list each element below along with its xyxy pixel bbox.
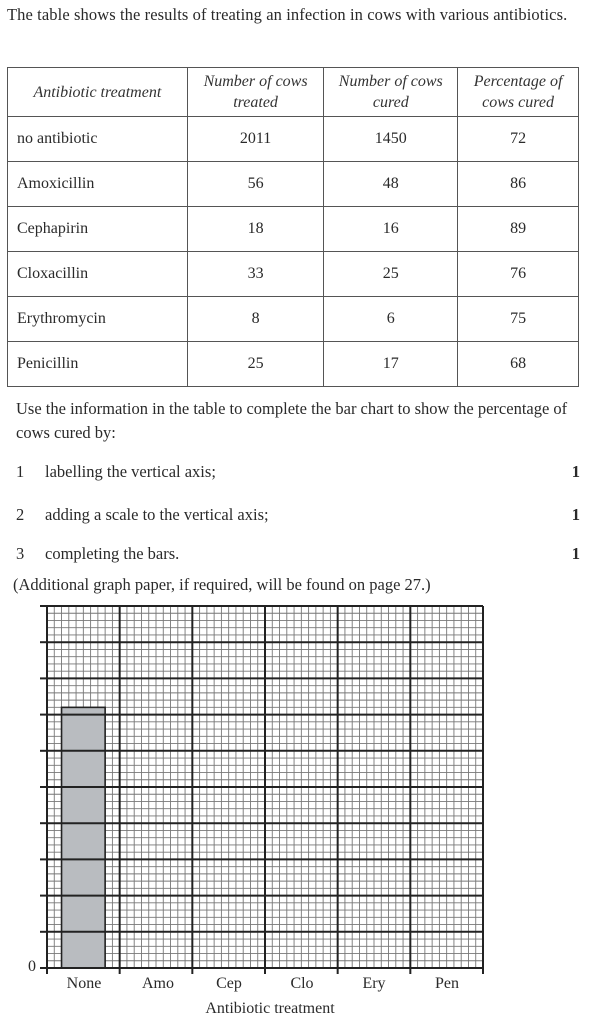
task-text: adding a scale to the vertical axis; (45, 505, 269, 524)
cell-treatment: Amoxicillin (8, 162, 188, 207)
x-label-cep: Cep (216, 975, 242, 992)
task-number: 3 (16, 544, 25, 563)
task-text: completing the bars. (45, 544, 180, 563)
cell-percent: 86 (458, 162, 579, 207)
axis-ticks (40, 606, 483, 974)
cell-treated: 18 (187, 207, 324, 252)
x-label-pen: Pen (435, 975, 459, 992)
cell-treated: 25 (187, 342, 324, 387)
header-percentage-cured: Percentage of cows cured (458, 68, 579, 117)
x-axis-title: Antibiotic treatment (205, 1000, 335, 1017)
cell-treatment: Cloxacillin (8, 252, 188, 297)
task-number: 1 (16, 462, 25, 481)
header-cows-treated: Number of cows treated (187, 68, 324, 117)
graph-paper-note: (Additional graph paper, if required, will be found on page 27.) (13, 575, 431, 594)
header-cows-cured: Number of cows cured (324, 68, 458, 117)
task-number: 2 (16, 505, 25, 524)
cell-percent: 75 (458, 297, 579, 342)
cell-percent: 76 (458, 252, 579, 297)
cell-treatment: Erythromycin (8, 297, 188, 342)
cell-treated: 2011 (187, 117, 324, 162)
cell-cured: 17 (324, 342, 458, 387)
cell-treated: 33 (187, 252, 324, 297)
cell-cured: 48 (324, 162, 458, 207)
x-label-ery: Ery (362, 975, 386, 992)
x-label-none: None (66, 975, 102, 992)
cell-cured: 16 (324, 207, 458, 252)
intro-text: The table shows the results of treating an infection in cows with various antibiotics. (7, 5, 568, 24)
cell-treatment: no antibiotic (8, 117, 188, 162)
task-marks: 1 (571, 544, 580, 563)
cell-treated: 8 (187, 297, 324, 342)
header-antibiotic-treatment: Antibiotic treatment (8, 68, 188, 117)
cell-treated: 56 (187, 162, 324, 207)
task-marks: 1 (571, 462, 580, 481)
cell-cured: 6 (324, 297, 458, 342)
x-label-clo: Clo (290, 975, 314, 992)
cell-percent: 89 (458, 207, 579, 252)
cell-treatment: Penicillin (8, 342, 188, 387)
task-marks: 1 (571, 505, 580, 524)
bar-none (62, 707, 106, 968)
cell-percent: 68 (458, 342, 579, 387)
x-label-amo: Amo (142, 975, 174, 992)
y-axis-zero-label: 0 (28, 958, 36, 975)
cell-cured: 1450 (324, 117, 458, 162)
instructions-text: Use the information in the table to complete the bar chart to show the percentage of cows cured by: (16, 399, 568, 442)
cell-treatment: Cephapirin (8, 207, 188, 252)
bars (62, 707, 106, 968)
cell-cured: 25 (324, 252, 458, 297)
task-text: labelling the vertical axis; (45, 462, 216, 481)
cell-percent: 72 (458, 117, 579, 162)
